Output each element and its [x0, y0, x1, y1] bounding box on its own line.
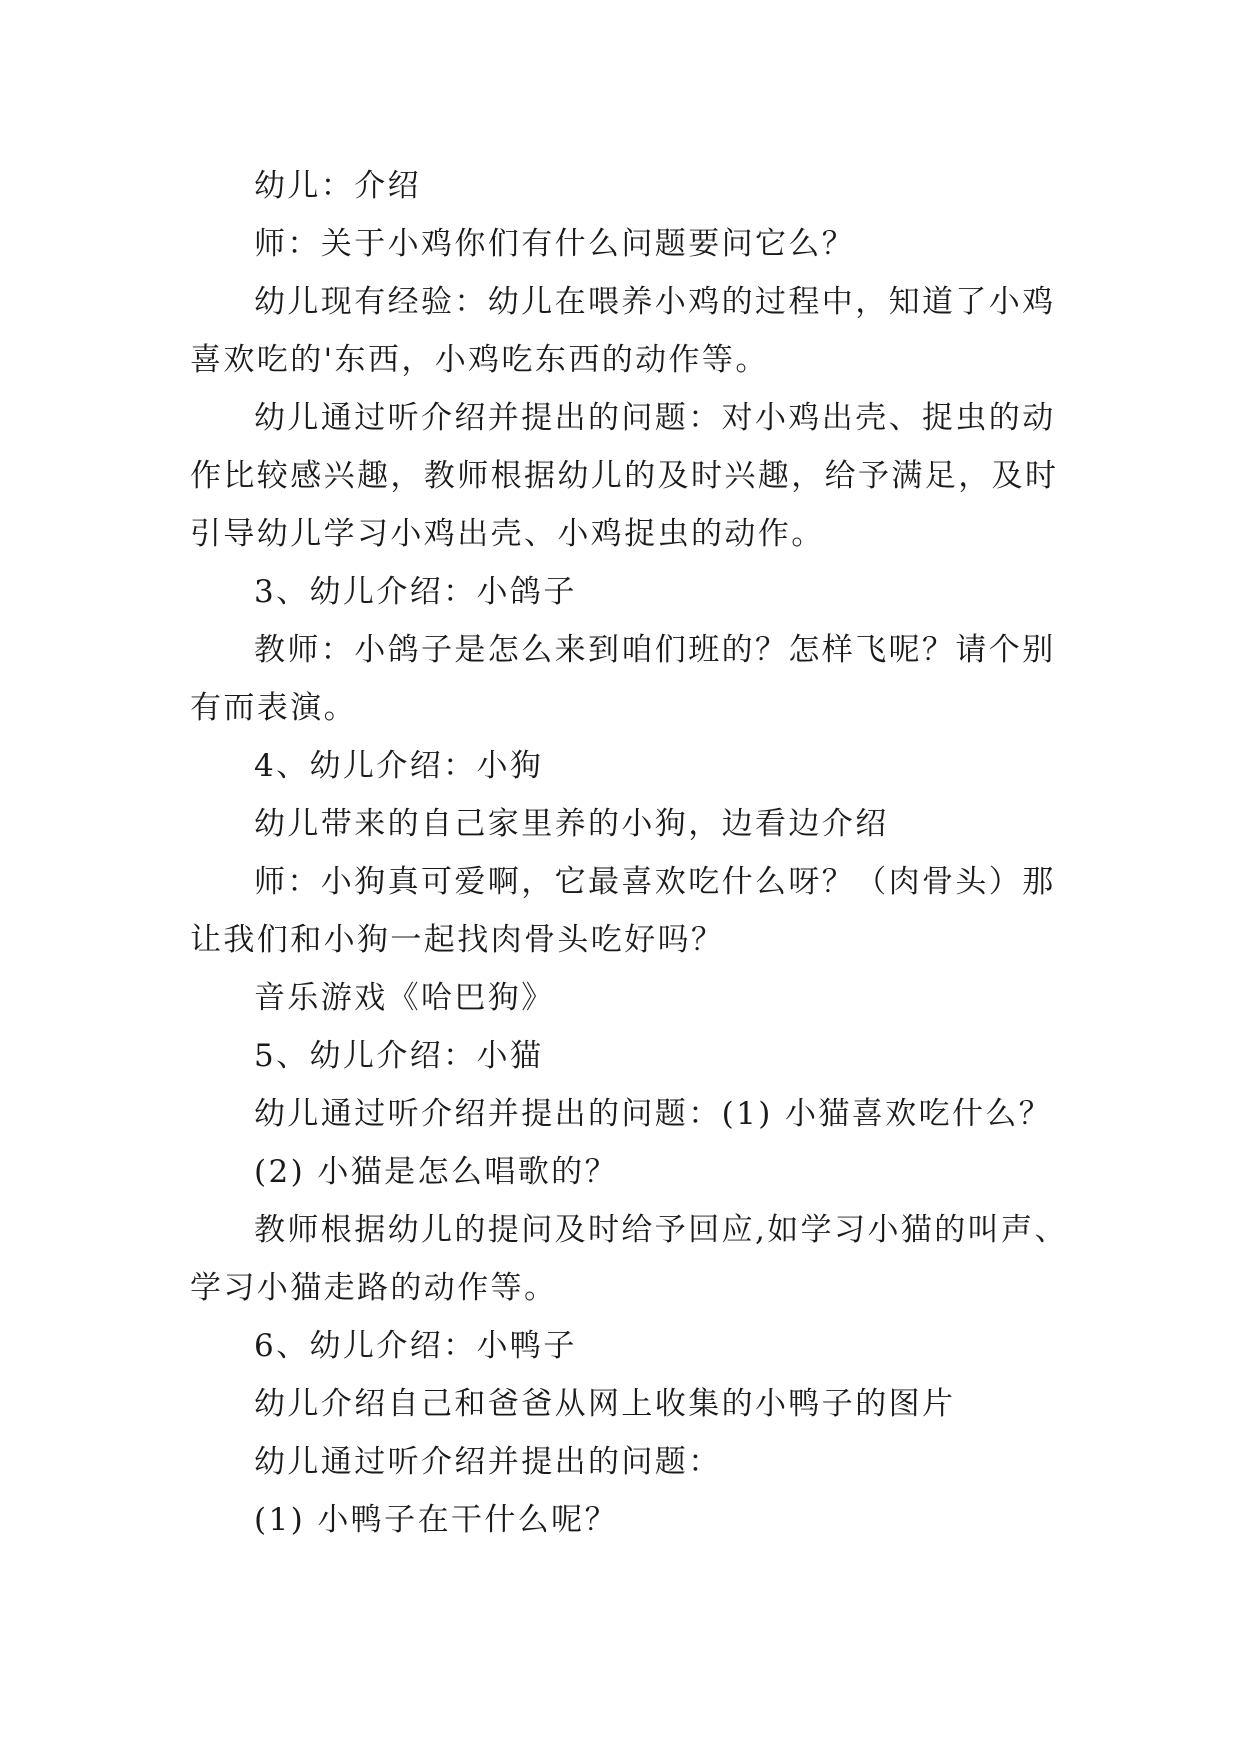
text-line-14: 让我们和小狗一起找肉骨头吃好吗？	[190, 922, 725, 958]
text-line-20: 学习小猫走路的动作等。	[190, 1270, 558, 1306]
text-line-22: 幼儿介绍自己和爸爸从网上收集的小鸭子的图片	[254, 1386, 956, 1422]
text-line-4: 喜欢吃的'东西，小鸡吃东西的动作等。	[190, 342, 769, 378]
text-line-1: 幼儿：介绍	[254, 168, 421, 204]
text-line-9: 教师：小鸽子是怎么来到咱们班的？怎样飞呢？请个别	[254, 632, 1056, 668]
text-line-10: 有而表演。	[190, 690, 357, 726]
text-line-6: 作比较感兴趣，教师根据幼儿的及时兴趣，给予满足，及时	[190, 458, 1059, 494]
text-line-13: 师：小狗真可爱啊，它最喜欢吃什么呀？（肉骨头）那	[254, 864, 1056, 900]
text-line-19: 教师根据幼儿的提问及时给予回应,如学习小猫的叫声、	[254, 1212, 1068, 1248]
text-line-23: 幼儿通过听介绍并提出的问题：	[254, 1444, 722, 1480]
text-line-18: (2) 小猫是怎么唱歌的？	[254, 1154, 618, 1190]
text-line-12: 幼儿带来的自己家里养的小狗，边看边介绍	[254, 806, 889, 842]
text-line-21: 6、幼儿介绍：小鸭子	[254, 1328, 577, 1364]
text-line-16: 5、幼儿介绍：小猫	[254, 1038, 544, 1074]
text-line-5: 幼儿通过听介绍并提出的问题：对小鸡出壳、捉虫的动	[254, 400, 1056, 436]
text-line-15: 音乐游戏《哈巴狗》	[254, 980, 555, 1016]
text-line-7: 引导幼儿学习小鸡出壳、小鸡捉虫的动作。	[190, 516, 825, 552]
text-line-11: 4、幼儿介绍：小狗	[254, 748, 544, 784]
text-line-2: 师：关于小鸡你们有什么问题要问它么？	[254, 226, 856, 262]
text-line-17: 幼儿通过听介绍并提出的问题：(1) 小猫喜欢吃什么？	[254, 1096, 1053, 1132]
text-line-3: 幼儿现有经验：幼儿在喂养小鸡的过程中，知道了小鸡	[254, 284, 1056, 320]
text-line-24: (1) 小鸭子在干什么呢？	[254, 1502, 618, 1538]
text-line-8: 3、幼儿介绍：小鸽子	[254, 574, 577, 610]
